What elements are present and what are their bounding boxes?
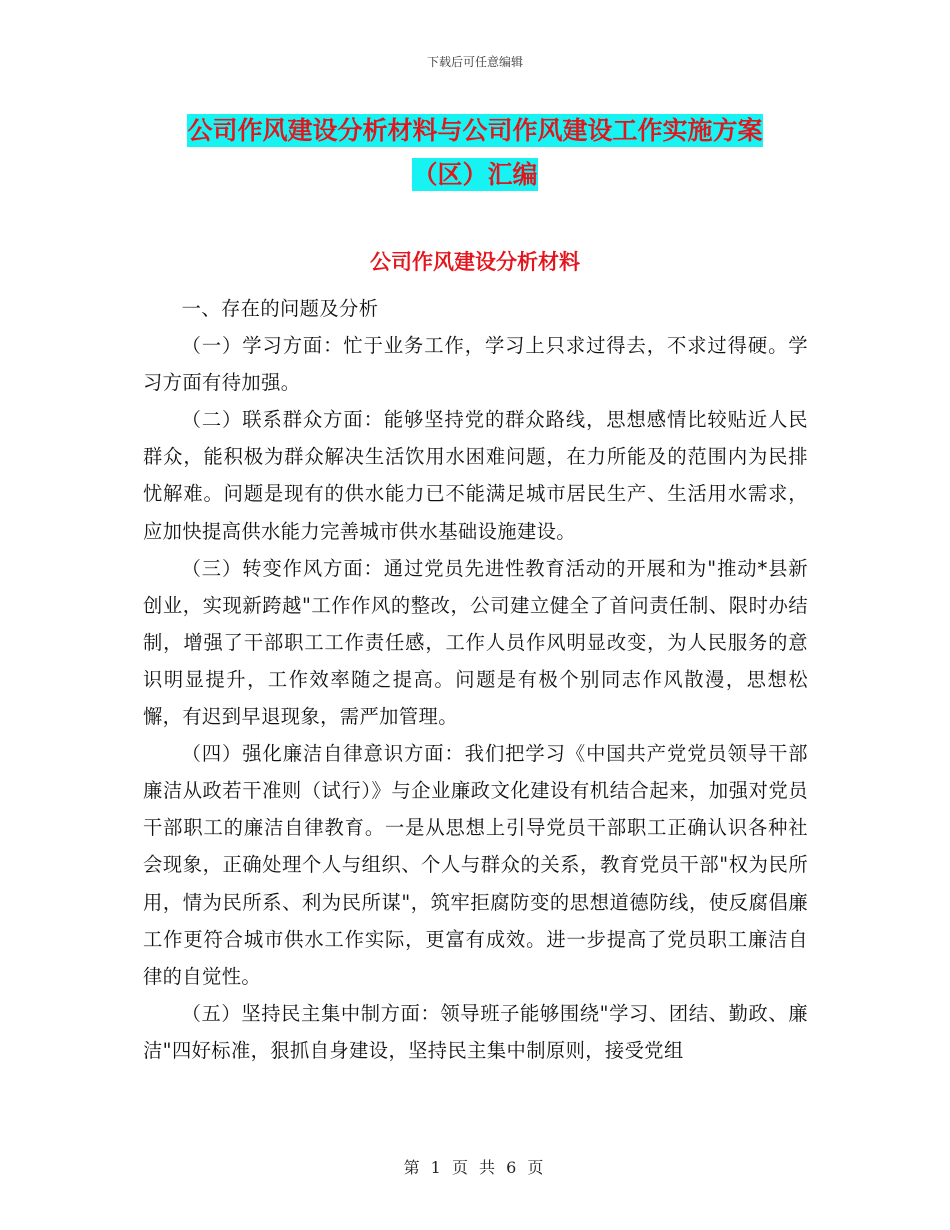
paragraph-masses: （二）联系群众方面：能够坚持党的群众路线，思想感情比较贴近人民群众，能积极为群众解决生活饮用水困难问题，在力所能及的范围内为民排忧解难。问题是现有的供水能力已不能满足城市居民生产、生活用水需求，应加快提高供水能力完善城市供水基础设施建设。 bbox=[143, 408, 808, 543]
document-body bbox=[143, 290, 808, 1069]
section-title: 公司作风建设分析材料 bbox=[370, 250, 580, 274]
paragraph-integrity: （四）强化廉洁自律意识方面：我们把学习《中国共产党党员领导干部廉洁从政若干准则（试行）》与企业廉政文化建设有机结合起来，加强对党员干部职工的廉洁自律教育。一是从思想上引导党员干部职工正确认识各种社会现象，正确处理个人与组织、个人与群众的关系，教育党员干部"权为民所用，情为民所系、利为民所谋"，筑牢拒腐防变的思想道德防线，使反腐倡廉工作更符合城市供水工作实际，更富有成效。进一步提高了党员职工廉洁自律的自觉性。 bbox=[143, 742, 808, 988]
paragraph-heading: 一、存在的问题及分析 bbox=[181, 297, 379, 320]
header-note: 下载后可任意编辑 bbox=[426, 55, 523, 69]
paragraph-study: （一）学习方面：忙于业务工作，学习上只求过得去，不求过得硬。学习方面有待加强。 bbox=[143, 334, 808, 395]
page-footer: 第 1 页 共 6 页 bbox=[403, 1158, 547, 1177]
document-title-line-2-text: （区）汇编 bbox=[412, 160, 538, 189]
paragraph-democracy: （五）坚持民主集中制方面：领导班子能够围绕"学习、团结、勤政、廉洁"四好标准，狠抓自身建设，坚持民主集中制原则，接受党组 bbox=[143, 1001, 808, 1062]
document-title-line-1 bbox=[140, 109, 810, 153]
document-title-line-2 bbox=[140, 153, 810, 197]
document-title-line-1-text: 公司作风建设分析材料与公司作风建设工作实施方案 bbox=[187, 116, 763, 145]
paragraph-style: （三）转变作风方面：通过党员先进性教育活动的开展和为"推动*县新创业，实现新跨越"工作作风的整改，公司建立健全了首问责任制、限时办结制，增强了干部职工工作责任感，工作人员作风明显改变，为人民服务的意识明显提升，工作效率随之提高。问题是有极个别同志作风散漫，思想松懈，有迟到早退现象，需严加管理。 bbox=[143, 556, 808, 729]
